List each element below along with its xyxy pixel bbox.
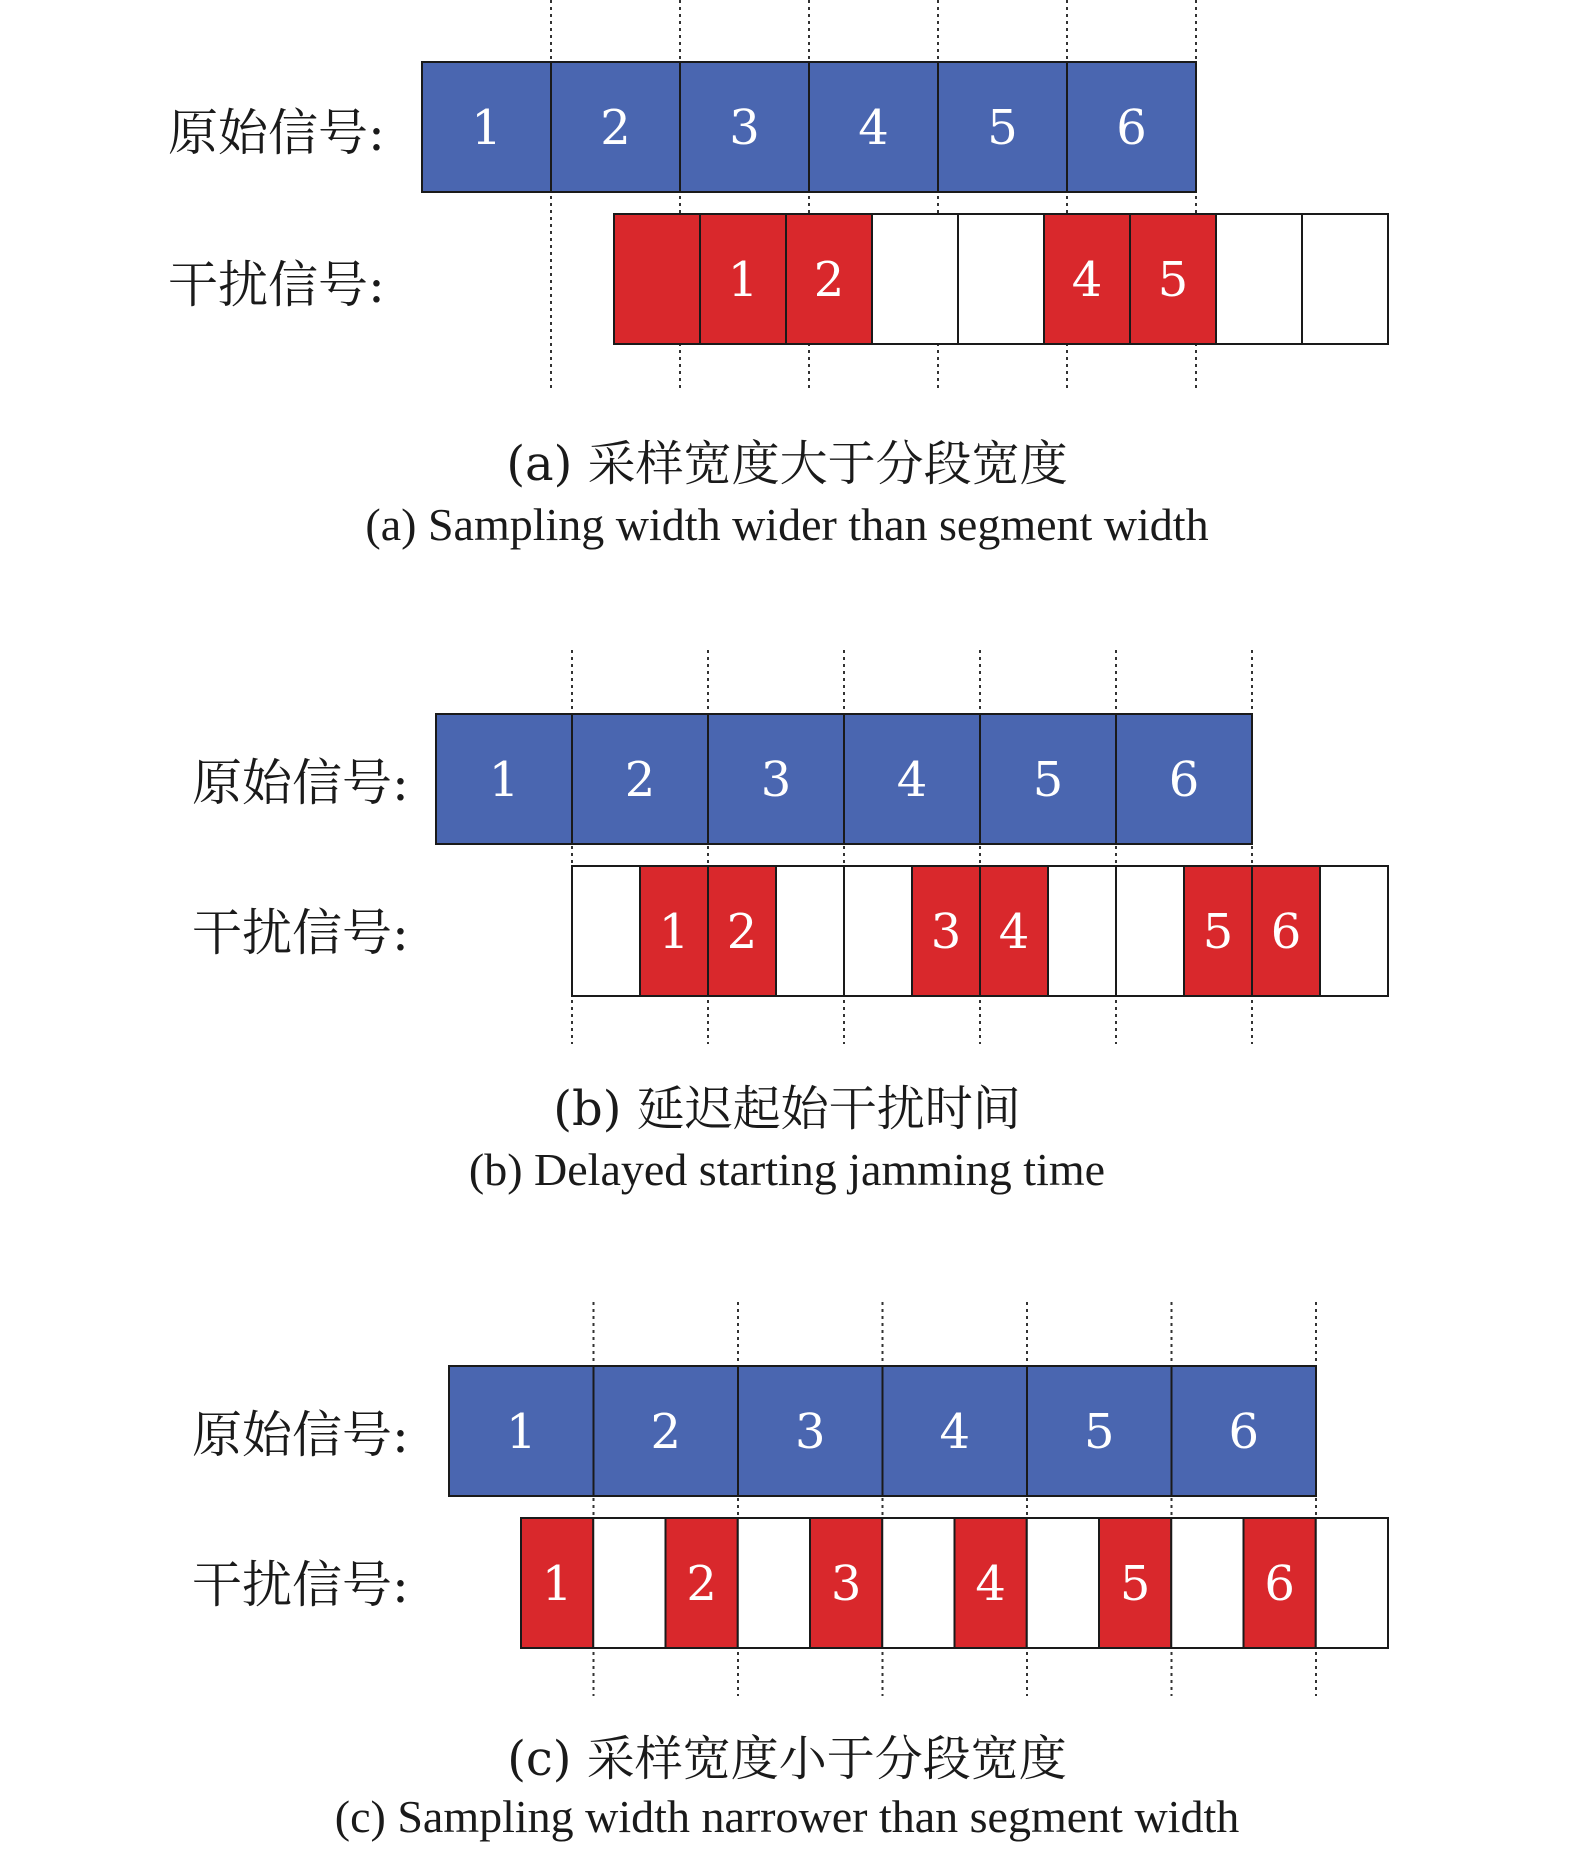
panel-c-jamming-cell [1171, 1518, 1243, 1648]
panel-a-caption-cn: (a) 采样宽度大于分段宽度 [506, 436, 1068, 492]
panel-c-original-segment-label: 1 [505, 1404, 537, 1460]
panel-c-jamming-cell-label: 1 [541, 1556, 573, 1612]
panel-a-original-segment-label: 6 [1116, 100, 1147, 156]
panel-a-caption-en: (a) Sampling width wider than segment width [365, 499, 1209, 550]
panel-c-jamming-cell [593, 1518, 665, 1648]
panel-c-original-segment-label: 3 [794, 1404, 826, 1460]
panel-b-original-signal [436, 714, 1252, 844]
panel-a-original-label: 原始信号: [168, 104, 385, 162]
panel-a-jamming-cell-label: 2 [813, 252, 845, 308]
panel-c-jamming-cell-label: 6 [1264, 1556, 1295, 1612]
panel-c-original-signal [449, 1366, 1316, 1496]
panel-c [192, 1302, 1388, 1842]
panel-a-original-segment-label: 5 [987, 100, 1018, 156]
panel-b-jamming-cell-label: 1 [658, 904, 690, 960]
panel-b-jamming-cell [844, 866, 912, 996]
panel-a-jamming-cell [614, 214, 700, 344]
panel-b-caption-en: (b) Delayed starting jamming time [468, 1144, 1106, 1195]
panel-b-jamming-label: 干扰信号: [192, 904, 409, 962]
panel-c-original-segment-label: 5 [1083, 1404, 1115, 1460]
panel-c-caption-cn: (c) 采样宽度小于分段宽度 [507, 1731, 1067, 1787]
panel-b-jamming-cell-label: 4 [998, 904, 1030, 960]
panel-a-jamming-cell-label: 4 [1071, 252, 1103, 308]
panel-b-jamming-cell [1116, 866, 1184, 996]
panel-a-jamming-cell [958, 214, 1044, 344]
panel-a-original-segment-label: 2 [600, 100, 631, 156]
panel-c-jamming-cell [882, 1518, 954, 1648]
panel-c-jamming-label: 干扰信号: [192, 1556, 409, 1614]
panel-c-jamming-cell [1316, 1518, 1388, 1648]
panel-c-jamming-cell [738, 1518, 810, 1648]
panel-b-original-segment-label: 4 [896, 752, 928, 808]
panel-c-jamming-cell [1027, 1518, 1099, 1648]
panel-a-original-segment-label: 4 [858, 100, 889, 156]
panel-b-jamming-cell-label: 3 [930, 904, 962, 960]
panel-c-original-segment-label: 6 [1228, 1404, 1260, 1460]
panel-c-original-segment-label: 2 [650, 1404, 682, 1460]
panel-c-original-label: 原始信号: [192, 1406, 409, 1464]
panel-b-jamming-cell [572, 866, 640, 996]
panel-a-original-signal [422, 62, 1196, 192]
panel-c-caption-en: (c) Sampling width narrower than segment width [334, 1791, 1240, 1842]
panel-c-jamming-cell-label: 2 [686, 1556, 717, 1612]
panel-b-jamming-cell-label: 5 [1202, 904, 1234, 960]
panel-a-jamming-cell [1302, 214, 1388, 344]
panel-a-jamming-cell [872, 214, 958, 344]
panel-c-jamming-signal [521, 1518, 1388, 1648]
panel-a-jamming-cell [1216, 214, 1302, 344]
panel-b-jamming-signal [572, 866, 1388, 996]
panel-a-original-segment-label: 1 [471, 100, 502, 156]
panel-b-jamming-cell [776, 866, 844, 996]
panel-a-jamming-cell-label: 5 [1157, 252, 1189, 308]
panel-b-jamming-cell-label: 6 [1270, 904, 1302, 960]
panel-b-original-segment-label: 2 [624, 752, 656, 808]
panel-a-jamming-label: 干扰信号: [168, 256, 385, 314]
panel-b-caption-cn: (b) 延迟起始干扰时间 [553, 1081, 1021, 1137]
panel-a [168, 0, 1388, 550]
panel-a-jamming-signal [614, 214, 1388, 344]
panel-b-original-segment-label: 6 [1168, 752, 1200, 808]
panel-b [192, 650, 1388, 1195]
panel-c-jamming-cell-label: 3 [830, 1556, 862, 1612]
panel-b-jamming-cell-label: 2 [726, 904, 758, 960]
panel-c-jamming-cell-label: 4 [975, 1556, 1006, 1612]
panel-b-original-segment-label: 1 [488, 752, 520, 808]
panel-a-original-segment-label: 3 [729, 100, 760, 156]
panel-b-jamming-cell [1320, 866, 1388, 996]
panel-b-original-segment-label: 5 [1032, 752, 1064, 808]
panel-c-jamming-cell-label: 5 [1119, 1556, 1151, 1612]
panel-a-jamming-cell-label: 1 [727, 252, 759, 308]
panel-c-original-segment-label: 4 [939, 1404, 971, 1460]
panel-b-original-label: 原始信号: [192, 754, 409, 812]
panel-b-jamming-cell [1048, 866, 1116, 996]
panel-b-original-segment-label: 3 [760, 752, 792, 808]
